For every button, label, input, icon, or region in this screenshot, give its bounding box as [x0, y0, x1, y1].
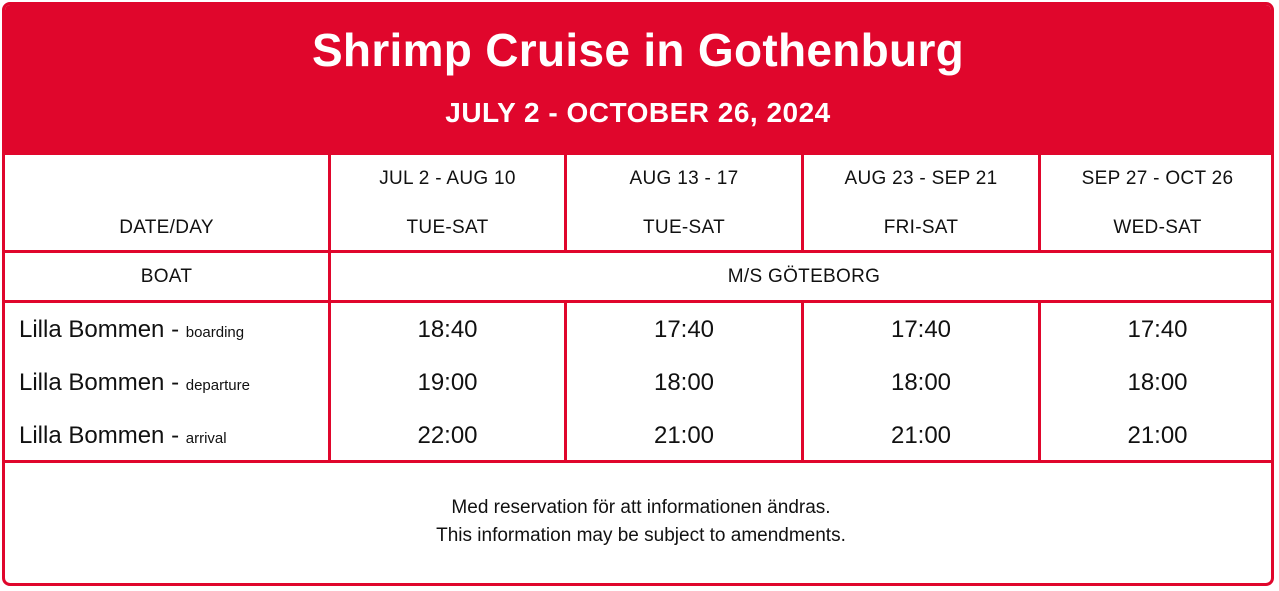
period-days: TUE-SAT: [643, 217, 725, 238]
row-place: Lilla Bommen: [19, 422, 165, 449]
period-dates: SEP 27 - OCT 26: [1081, 168, 1234, 189]
schedule-card: [2, 2, 1274, 586]
boat-name: M/S GÖTEBORG: [727, 266, 881, 287]
time-cell: 18:40: [417, 316, 478, 343]
page-title: Shrimp Cruise in Gothenburg: [311, 24, 965, 76]
date-day-label: DATE/DAY: [119, 217, 214, 238]
row-label: [19, 316, 244, 344]
footer-note: [5, 494, 1274, 550]
row-type: arrival: [185, 430, 227, 447]
row-separator: -: [164, 316, 186, 343]
row-divider: [5, 300, 1274, 303]
row-divider: [5, 460, 1274, 463]
time-cell: 18:00: [890, 369, 952, 396]
period-header: [804, 153, 1038, 250]
footer-line-sv: Med reservation för att informationen ändras.: [451, 497, 831, 518]
page-subtitle: JULY 2 - OCTOBER 26, 2024: [445, 97, 831, 128]
period-days: TUE-SAT: [406, 217, 489, 238]
time-cell: 21:00: [653, 422, 715, 449]
date-day-header: [5, 153, 328, 250]
row-type: departure: [185, 377, 250, 394]
time-cell: 22:00: [417, 422, 478, 449]
time-cell: 21:00: [1127, 422, 1188, 449]
time-cell: 21:00: [890, 422, 952, 449]
period-header: [567, 153, 801, 250]
period-days: WED-SAT: [1113, 217, 1202, 238]
time-cell: 17:40: [653, 316, 715, 343]
row-separator: -: [164, 422, 186, 449]
row-label: [19, 369, 250, 397]
boat-label-cell: [5, 253, 328, 300]
boat-name-cell: [331, 253, 1274, 300]
time-cell: 17:40: [890, 316, 952, 343]
time-cell: 19:00: [417, 369, 478, 396]
period-dates: AUG 13 - 17: [629, 168, 739, 189]
schedule-table: [5, 5, 1274, 586]
period-days: FRI-SAT: [883, 217, 959, 238]
row-place: Lilla Bommen: [19, 369, 165, 396]
time-cell: 18:00: [1127, 369, 1188, 396]
footer-line-en: This information may be subject to amendments.: [436, 525, 846, 546]
period-header: [331, 153, 564, 250]
period-dates: AUG 23 - SEP 21: [844, 168, 998, 189]
row-separator: -: [164, 369, 186, 396]
period-header: [1041, 153, 1274, 250]
row-place: Lilla Bommen: [19, 316, 165, 343]
row-type: boarding: [185, 324, 245, 341]
boat-label: BOAT: [140, 266, 193, 287]
row-label: [19, 422, 227, 450]
period-dates: JUL 2 - AUG 10: [379, 168, 516, 189]
time-cell: 18:00: [653, 369, 715, 396]
time-cell: 17:40: [1127, 316, 1188, 343]
